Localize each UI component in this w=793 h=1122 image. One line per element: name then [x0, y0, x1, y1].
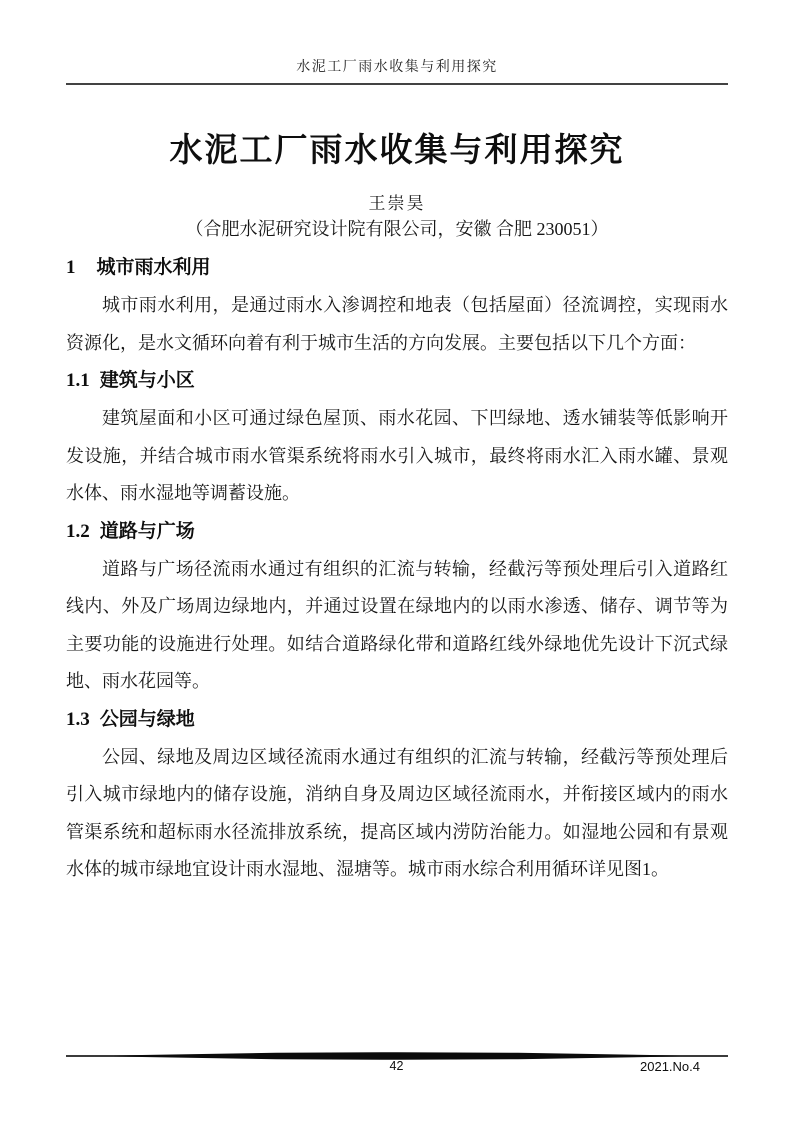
- section-title: 城市雨水利用: [96, 257, 211, 278]
- article-title: 水泥工厂雨水收集与利用探究: [169, 131, 625, 168]
- running-head-title: 水泥工厂雨水收集与利用探究: [296, 60, 498, 75]
- footer-rule: [66, 1048, 728, 1057]
- section-1-1-paragraph: 建筑屋面和小区可通过绿色屋顶、雨水花园、下凹绿地、透水铺装等低影响开发设施，并结合城市雨水管渠系统将雨水引入城市，最终将雨水汇入雨水罐、景观水体、雨水湿地等调蓄设施。: [66, 408, 728, 503]
- running-head: [66, 0, 728, 85]
- section-1-3-paragraph: 公园、绿地及周边区域径流雨水通过有组织的汇流与转输，经截污等预处理后引入城市绿地内的储存设施，消纳自身及周边区域径流雨水，并衔接区域内的雨水管渠系统和超标雨水径流排放系统，提高区域内涝防治能力。如湿地公园和有景观水体的城市绿地宜设计雨水湿地、湿塘等。城市雨水综合利用循环详见图1。: [66, 746, 728, 879]
- article-author: 王崇昊: [368, 194, 426, 213]
- section-title: 建筑与小区: [99, 370, 195, 391]
- section-1-2-paragraph: 道路与广场径流雨水通过有组织的汇流与转输，经截污等预处理后引入道路红线内、外及广场周边绿地内，并通过设置在绿地内的以雨水渗透、储存、调节等为主要功能的设施进行处理。如结合道路绿化带和道路红线外绿地优先设计下沉式绿地、雨水花园等。: [66, 558, 728, 691]
- footer-row: [0, 1059, 793, 1077]
- section-number: 1: [66, 257, 76, 278]
- section-heading-1-3: [66, 701, 728, 739]
- section-number: 1.1: [66, 370, 90, 391]
- section-heading-1-2: [66, 513, 728, 551]
- section-title: 公园与绿地: [99, 708, 195, 730]
- page-footer: [0, 1048, 793, 1077]
- section-number: 1.3: [66, 708, 90, 730]
- page-number: 42: [389, 1059, 404, 1073]
- section-1-paragraph: 城市雨水利用，是通过雨水入渗调控和地表（包括屋面）径流调控，实现雨水资源化，是水文循环向着有利于城市生活的方向发展。主要包括以下几个方面：: [66, 295, 728, 353]
- issue-label: 2021.No.4: [640, 1059, 700, 1074]
- section-number: 1.2: [66, 520, 90, 542]
- section-heading-1-1: [66, 362, 728, 400]
- article-affiliation: （合肥水泥研究设计院有限公司，安徽 合肥 230051）: [185, 219, 609, 239]
- section-title: 道路与广场: [99, 520, 195, 542]
- section-heading-1: [66, 249, 728, 287]
